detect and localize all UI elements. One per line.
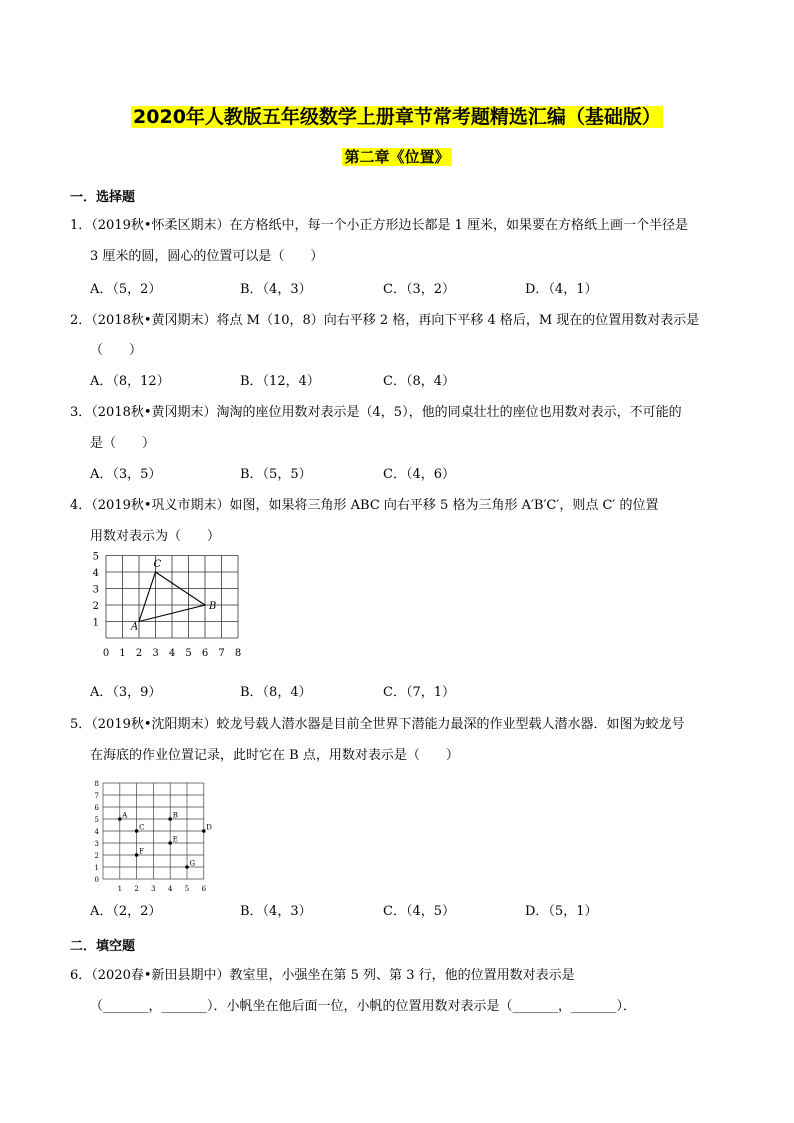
- point-c: [135, 829, 139, 833]
- point-label-d: D: [206, 823, 212, 832]
- y-tick-label: 1: [92, 617, 99, 629]
- q4-option-b[interactable]: B．（8，4）: [240, 685, 312, 700]
- y-tick-label: 5: [92, 551, 99, 563]
- q6-stem-line1: 6．（2020春•新田县期中）教室里，小强坐在第 5 列、第 3 行，他的位置用数对表示是: [70, 968, 575, 983]
- x-tick-label: 3: [151, 885, 156, 893]
- x-tick-label: 4: [168, 648, 176, 659]
- title-text: 2020年人教版五年级数学上册章节常考题精选汇编（基础版）: [133, 106, 661, 128]
- vertex-label-c: C: [153, 559, 162, 570]
- q4-grid-figure: [88, 551, 258, 672]
- q6-stem-line2: （_______，_______）．小帆坐在他后面一位，小帆的位置用数对表示是（_______，_______）．: [90, 999, 637, 1014]
- section-fill-heading: 二．填空题: [70, 939, 136, 954]
- y-tick-label: 3: [92, 584, 99, 596]
- point-label-e: E: [172, 835, 178, 844]
- page-title: [0, 104, 794, 130]
- vertex-label-a: A: [131, 621, 139, 633]
- q5-option-c[interactable]: C．（4，5）: [383, 904, 455, 919]
- x-tick-label: 2: [135, 648, 143, 659]
- x-tick-label: 8: [234, 648, 242, 659]
- q5-stem-line2: 在海底的作业位置记录，此时它在 B 点，用数对表示是（ ）: [90, 748, 459, 763]
- x-tick-label: 0: [102, 648, 110, 659]
- q1-option-a[interactable]: A．（5，2）: [90, 282, 162, 297]
- q1-option-c[interactable]: C．（3，2）: [383, 282, 455, 297]
- point-label-g: G: [189, 859, 196, 868]
- q4-option-a[interactable]: A．（3，9）: [90, 685, 162, 700]
- x-tick-label: 6: [201, 885, 207, 893]
- y-tick-label: 4: [92, 568, 99, 579]
- y-tick-label: 2: [94, 852, 99, 860]
- y-tick-label: 3: [94, 840, 99, 848]
- y-tick-label: 5: [94, 816, 99, 824]
- q1-stem-line2: 3 厘米的圆，圆心的位置可以是（ ）: [90, 249, 324, 264]
- q1-option-b[interactable]: B．（4，3）: [240, 282, 312, 297]
- q1-stem-line1: 1．（2019秋•怀柔区期末）在方格纸中，每一个小正方形边长都是 1 厘米，如果要在方格纸上画一个半径是: [70, 218, 689, 233]
- q2-option-b[interactable]: B．（12，4）: [240, 374, 320, 389]
- q5-stem-line1: 5．（2019秋•沈阳期末）蛟龙号载人潜水器是目前全世界下潜能力最深的作业型载人潜水器．如图为蛟龙号: [70, 717, 685, 732]
- point-f: [135, 853, 139, 857]
- x-tick-label: 5: [185, 648, 192, 659]
- q4-stem-line1: 4．（2019秋•巩义市期末）如图，如果将三角形 ABC 向右平移 5 格为三角形 A′B′C′，则点 C′ 的位置: [70, 498, 659, 513]
- y-tick-label: 4: [94, 828, 99, 836]
- subtitle-text: 第二章《位置》: [344, 148, 450, 166]
- y-tick-label: 6: [94, 804, 99, 812]
- point-label-f: F: [139, 847, 144, 856]
- x-tick-label: 4: [167, 885, 173, 893]
- y-tick-label: 7: [94, 792, 99, 800]
- y-tick-label: 8: [94, 780, 99, 788]
- point-e: [168, 841, 172, 845]
- q5-option-d[interactable]: D．（5，1）: [525, 904, 598, 919]
- x-tick-label: 1: [119, 648, 126, 659]
- q1-option-d[interactable]: D．（4，1）: [525, 282, 598, 297]
- q4-stem-line2: 用数对表示为（ ）: [90, 529, 221, 544]
- x-tick-label: 2: [134, 885, 139, 893]
- q3-stem-line2: 是（ ）: [90, 436, 156, 451]
- q3-option-b[interactable]: B．（5，5）: [240, 467, 312, 482]
- x-tick-label: 3: [152, 648, 159, 659]
- y-tick-label: 2: [92, 601, 99, 612]
- point-label-a: A: [122, 811, 128, 820]
- q2-stem-line2: （ ）: [90, 343, 143, 358]
- q2-stem-line1: 2．（2018秋•黄冈期末）将点 M（10，8）向右平移 2 格，再向下平移 4 格后，M 现在的位置用数对表示是: [70, 313, 700, 328]
- x-tick-label: 6: [201, 648, 209, 659]
- q3-option-c[interactable]: C．（4，6）: [383, 467, 455, 482]
- q3-stem-line1: 3．（2018秋•黄冈期末）淘淘的座位用数对表示是（4，5），他的同桌壮壮的座位也用数对表示，不可能的: [70, 405, 682, 420]
- x-tick-label: 7: [218, 648, 225, 659]
- point-g: [185, 865, 189, 869]
- q2-option-c[interactable]: C．（8，4）: [383, 374, 455, 389]
- chapter-title: [0, 146, 794, 168]
- q5-option-b[interactable]: B．（4，3）: [240, 904, 312, 919]
- y-tick-label: 0: [94, 876, 99, 884]
- q5-option-a[interactable]: A．（2，2）: [90, 904, 162, 919]
- q4-option-c[interactable]: C．（7，1）: [383, 685, 455, 700]
- q2-option-a[interactable]: A．（8，12）: [90, 374, 170, 389]
- q3-option-a[interactable]: A．（3，5）: [90, 467, 162, 482]
- point-label-b: B: [172, 811, 178, 820]
- point-d: [202, 829, 206, 833]
- point-a: [118, 817, 122, 821]
- section-choice-heading: 一．选择题: [70, 190, 136, 205]
- x-tick-label: 5: [184, 885, 190, 893]
- x-tick-label: 1: [117, 885, 123, 893]
- point-label-c: C: [139, 823, 145, 832]
- point-b: [168, 817, 172, 821]
- q5-grid-figure: [88, 776, 223, 894]
- vertex-label-b: B: [209, 601, 217, 612]
- y-tick-label: 1: [94, 864, 99, 872]
